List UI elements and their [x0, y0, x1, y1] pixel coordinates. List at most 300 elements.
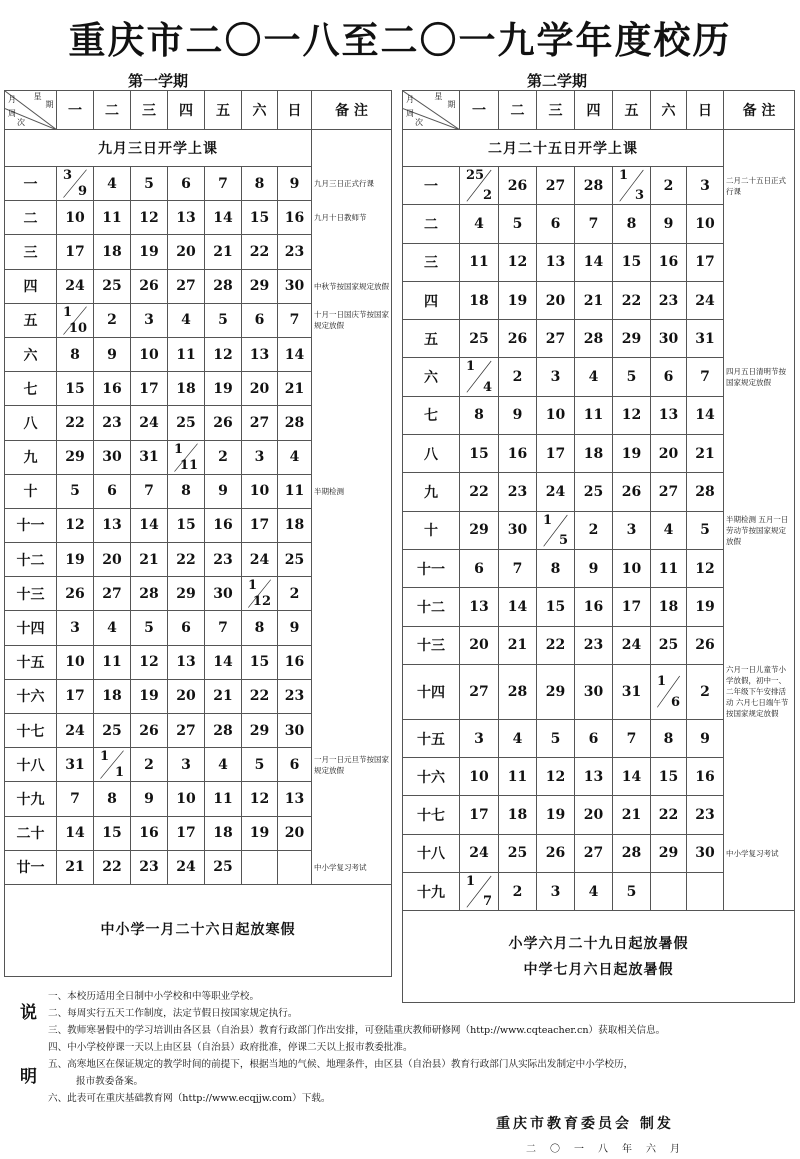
week-row — [403, 511, 795, 549]
week-number: 十九 — [5, 782, 57, 816]
date-cell: 7 — [131, 474, 168, 508]
date-cell: 9 — [651, 205, 687, 243]
remark-cell — [312, 440, 392, 474]
week-row — [403, 396, 795, 434]
week-row — [403, 435, 795, 473]
month-start-split — [94, 748, 130, 781]
remark-cell — [312, 130, 392, 167]
date-cell: 5 — [131, 611, 168, 645]
date-cell: 29 — [651, 834, 687, 872]
vacation-line: 中学七月六日起放暑假 — [523, 961, 674, 978]
remark-note: 四月五日清明节按国家规定放假 — [724, 358, 795, 396]
month-day-number: 1 — [466, 874, 476, 890]
date-cell: 5 — [131, 167, 168, 201]
date-cell: 18 — [205, 816, 242, 850]
header-corner-label: 星 — [33, 92, 42, 101]
date-cell: 27 — [168, 714, 205, 748]
date-cell: 23 — [278, 679, 312, 713]
month-start-split — [651, 673, 686, 710]
remark-cell — [724, 281, 795, 319]
month-number: 4 — [482, 379, 492, 395]
date-cell: 8 — [168, 474, 205, 508]
weekday-header: 三 — [131, 91, 168, 130]
week-row — [403, 873, 795, 911]
week-number: 十三 — [403, 626, 460, 664]
month-start-cell — [613, 167, 651, 205]
month-start-cell — [460, 873, 499, 911]
date-cell — [687, 873, 724, 911]
date-cell: 23 — [651, 281, 687, 319]
weekday-header: 日 — [687, 91, 724, 130]
remark-note: 九月三日正式行课 — [312, 167, 392, 201]
date-cell: 30 — [205, 577, 242, 611]
date-cell: 16 — [131, 816, 168, 850]
remark-note: 十月一日国庆节按国家规定放假 — [312, 303, 392, 337]
date-cell: 27 — [575, 834, 613, 872]
remark-note: 半期检测 五月一日劳动节按国家规定放假 — [724, 511, 795, 549]
date-cell: 17 — [131, 372, 168, 406]
header-corner-label: 次 — [415, 118, 423, 127]
date-cell: 13 — [278, 782, 312, 816]
week-number: 十七 — [5, 714, 57, 748]
date-cell: 22 — [537, 626, 575, 664]
date-cell: 16 — [687, 758, 724, 796]
date-cell: 25 — [460, 320, 499, 358]
date-cell: 7 — [687, 358, 724, 396]
date-cell: 26 — [687, 626, 724, 664]
week-number: 十一 — [403, 549, 460, 587]
remark-cell — [724, 626, 795, 664]
month-day-number: 1 — [466, 359, 476, 375]
week-row — [5, 406, 392, 440]
date-cell: 12 — [242, 782, 278, 816]
month-start-split — [460, 358, 498, 395]
week-row — [5, 440, 392, 474]
date-cell: 17 — [687, 243, 724, 281]
month-start-split — [613, 167, 650, 204]
remark-note: 一月一日元旦节按国家规定放假 — [312, 748, 392, 782]
date-cell: 4 — [168, 303, 205, 337]
date-cell: 6 — [278, 748, 312, 782]
date-cell: 28 — [205, 269, 242, 303]
week-number: 十一 — [5, 508, 57, 542]
week-row — [403, 243, 795, 281]
date-cell: 10 — [537, 396, 575, 434]
remark-cell — [312, 679, 392, 713]
month-start-cell — [94, 748, 131, 782]
week-row — [403, 758, 795, 796]
date-cell: 22 — [94, 850, 131, 884]
remark-cell — [312, 406, 392, 440]
remark-note: 二月二十五日正式行课 — [724, 167, 795, 205]
date-cell: 15 — [57, 372, 94, 406]
date-cell: 2 — [575, 511, 613, 549]
date-cell: 25 — [278, 543, 312, 577]
date-cell: 3 — [537, 358, 575, 396]
remark-cell — [312, 372, 392, 406]
date-cell: 13 — [168, 645, 205, 679]
date-cell: 9 — [278, 167, 312, 201]
date-cell: 11 — [168, 337, 205, 371]
remark-cell — [724, 396, 795, 434]
date-cell: 25 — [575, 473, 613, 511]
date-cell: 28 — [575, 167, 613, 205]
date-cell: 6 — [242, 303, 278, 337]
month-start-split — [57, 304, 93, 337]
date-cell: 30 — [278, 714, 312, 748]
date-cell: 9 — [131, 782, 168, 816]
date-cell: 14 — [499, 588, 537, 626]
month-day-number: 3 — [63, 168, 73, 183]
date-cell: 25 — [94, 714, 131, 748]
date-cell: 30 — [94, 440, 131, 474]
week-row — [403, 320, 795, 358]
month-start-cell — [168, 440, 205, 474]
remark-cell — [312, 645, 392, 679]
explanation-notes — [48, 988, 798, 1107]
header-corner-label: 月 — [406, 95, 414, 104]
date-cell: 24 — [57, 714, 94, 748]
date-cell: 7 — [575, 205, 613, 243]
week-row — [403, 719, 795, 757]
start-banner: 二月二十五日开学上课 — [403, 130, 724, 167]
date-cell: 5 — [687, 511, 724, 549]
date-cell: 17 — [57, 235, 94, 269]
week-row — [5, 201, 392, 235]
date-cell: 28 — [613, 834, 651, 872]
date-cell: 24 — [613, 626, 651, 664]
date-cell: 24 — [131, 406, 168, 440]
date-cell: 13 — [168, 201, 205, 235]
date-cell: 18 — [460, 281, 499, 319]
date-cell: 9 — [278, 611, 312, 645]
weekday-header: 四 — [575, 91, 613, 130]
date-cell: 21 — [575, 281, 613, 319]
week-row — [5, 611, 392, 645]
date-cell: 13 — [575, 758, 613, 796]
explanation-item: 六、此表可在重庆基础教育网（http://www.ecqjjw.com）下载。 — [48, 1093, 331, 1104]
date-cell: 8 — [57, 337, 94, 371]
date-cell: 29 — [242, 269, 278, 303]
date-cell: 24 — [687, 281, 724, 319]
date-cell: 18 — [651, 588, 687, 626]
header-corner — [5, 91, 57, 130]
date-cell: 29 — [537, 664, 575, 719]
date-cell: 10 — [57, 201, 94, 235]
date-cell: 26 — [499, 320, 537, 358]
remark-note: 九月十日教师节 — [312, 201, 392, 235]
date-cell: 5 — [613, 873, 651, 911]
week-number: 二 — [5, 201, 57, 235]
week-row — [5, 372, 392, 406]
date-cell: 2 — [499, 358, 537, 396]
weekday-header: 五 — [205, 91, 242, 130]
week-row — [5, 235, 392, 269]
week-number: 十六 — [403, 758, 460, 796]
date-cell: 14 — [575, 243, 613, 281]
remark-note: 中小学复习考试 — [724, 834, 795, 872]
remark-cell — [724, 130, 795, 167]
week-row — [403, 205, 795, 243]
weekday-header: 日 — [278, 91, 312, 130]
date-cell: 3 — [168, 748, 205, 782]
date-cell: 9 — [687, 719, 724, 757]
remark-cell — [724, 435, 795, 473]
date-cell: 14 — [205, 201, 242, 235]
date-cell: 8 — [242, 611, 278, 645]
date-cell: 11 — [460, 243, 499, 281]
date-cell: 27 — [460, 664, 499, 719]
start-banner: 九月三日开学上课 — [5, 130, 312, 167]
week-number: 六 — [5, 337, 57, 371]
date-cell: 27 — [537, 167, 575, 205]
month-number: 3 — [634, 188, 644, 204]
date-cell: 25 — [205, 850, 242, 884]
date-cell: 26 — [537, 834, 575, 872]
month-start-cell — [460, 167, 499, 205]
month-start-cell — [460, 358, 499, 396]
remark-cell — [724, 873, 795, 911]
remarks-header: 备 注 — [312, 91, 392, 130]
date-cell: 18 — [575, 435, 613, 473]
issue-date: 二〇一八年六月 — [526, 1144, 694, 1155]
date-cell: 20 — [651, 435, 687, 473]
explanation-item: 三、教师寒暑假中的学习培训由各区县（自治县）教育行政部门作出安排，可登陆重庆教师研修网（http://www.cqteacher.cn）获取相关信息。 — [48, 1025, 666, 1036]
weekday-header: 二 — [94, 91, 131, 130]
date-cell: 3 — [242, 440, 278, 474]
header-corner-label: 周 — [8, 109, 16, 118]
date-cell: 7 — [499, 549, 537, 587]
date-cell: 10 — [168, 782, 205, 816]
date-cell: 4 — [460, 205, 499, 243]
month-start-split — [460, 167, 498, 204]
date-cell: 22 — [460, 473, 499, 511]
date-cell: 5 — [242, 748, 278, 782]
remark-cell — [724, 758, 795, 796]
date-cell: 20 — [94, 543, 131, 577]
date-cell: 15 — [94, 816, 131, 850]
date-cell: 6 — [537, 205, 575, 243]
date-cell: 5 — [205, 303, 242, 337]
date-cell: 12 — [499, 243, 537, 281]
weekday-header: 五 — [613, 91, 651, 130]
week-row — [5, 577, 392, 611]
date-cell: 21 — [205, 679, 242, 713]
weekday-header: 三 — [537, 91, 575, 130]
date-cell: 26 — [57, 577, 94, 611]
week-row — [5, 167, 392, 201]
header-row — [403, 91, 795, 130]
date-cell: 26 — [131, 269, 168, 303]
remarks-header: 备 注 — [724, 91, 795, 130]
date-cell: 8 — [94, 782, 131, 816]
date-cell: 29 — [242, 714, 278, 748]
date-cell: 3 — [460, 719, 499, 757]
week-number: 九 — [403, 473, 460, 511]
header-row — [5, 91, 392, 130]
date-cell: 26 — [499, 167, 537, 205]
date-cell: 11 — [575, 396, 613, 434]
remark-cell — [312, 611, 392, 645]
date-cell: 11 — [94, 201, 131, 235]
remark-cell — [312, 577, 392, 611]
date-cell: 3 — [57, 611, 94, 645]
date-cell: 12 — [131, 645, 168, 679]
vacation-line: 小学六月二十九日起放暑假 — [508, 935, 689, 952]
date-cell: 30 — [278, 269, 312, 303]
date-cell: 31 — [613, 664, 651, 719]
date-cell: 12 — [131, 201, 168, 235]
date-cell: 11 — [278, 474, 312, 508]
date-cell: 11 — [205, 782, 242, 816]
date-cell: 3 — [687, 167, 724, 205]
remark-cell — [724, 320, 795, 358]
date-cell: 6 — [651, 358, 687, 396]
remark-cell — [312, 543, 392, 577]
month-day-number: 1 — [248, 578, 258, 594]
date-cell: 10 — [460, 758, 499, 796]
date-cell: 21 — [278, 372, 312, 406]
date-cell: 20 — [242, 372, 278, 406]
week-row — [403, 167, 795, 205]
month-start-cell — [651, 664, 687, 719]
semester-2-title: 第二学期 — [526, 72, 587, 90]
date-cell: 21 — [687, 435, 724, 473]
date-cell: 11 — [651, 549, 687, 587]
week-row — [403, 664, 795, 719]
date-cell: 10 — [687, 205, 724, 243]
date-cell: 20 — [460, 626, 499, 664]
week-row — [403, 796, 795, 834]
date-cell: 4 — [651, 511, 687, 549]
date-cell: 30 — [687, 834, 724, 872]
date-cell: 22 — [242, 679, 278, 713]
week-row — [5, 714, 392, 748]
week-row — [403, 834, 795, 872]
date-cell: 28 — [131, 577, 168, 611]
date-cell: 5 — [57, 474, 94, 508]
date-cell: 26 — [131, 714, 168, 748]
date-cell: 18 — [499, 796, 537, 834]
month-number: 6 — [670, 694, 680, 710]
date-cell: 14 — [205, 645, 242, 679]
weekday-header: 一 — [460, 91, 499, 130]
month-start-cell — [57, 167, 94, 201]
week-number: 十七 — [403, 796, 460, 834]
date-cell: 30 — [499, 511, 537, 549]
month-number: 1 — [114, 765, 124, 781]
week-number: 十 — [5, 474, 57, 508]
date-cell: 25 — [94, 269, 131, 303]
week-row — [403, 588, 795, 626]
month-number: 5 — [558, 532, 568, 548]
date-cell: 26 — [613, 473, 651, 511]
semester-2-calendar — [402, 90, 795, 1003]
date-cell: 19 — [499, 281, 537, 319]
date-cell: 9 — [575, 549, 613, 587]
date-cell: 31 — [131, 440, 168, 474]
date-cell: 16 — [499, 435, 537, 473]
date-cell: 29 — [613, 320, 651, 358]
date-cell: 10 — [242, 474, 278, 508]
month-day-number: 25 — [466, 168, 485, 183]
week-row — [5, 543, 392, 577]
week-row — [5, 816, 392, 850]
week-number: 七 — [403, 396, 460, 434]
remark-cell — [724, 796, 795, 834]
date-cell: 9 — [499, 396, 537, 434]
date-cell — [651, 873, 687, 911]
month-number: 2 — [482, 188, 492, 204]
week-row — [403, 549, 795, 587]
week-number: 十五 — [5, 645, 57, 679]
week-number: 二十 — [5, 816, 57, 850]
date-cell: 22 — [242, 235, 278, 269]
date-cell: 30 — [651, 320, 687, 358]
date-cell: 5 — [613, 358, 651, 396]
remark-cell — [312, 235, 392, 269]
week-number: 四 — [5, 269, 57, 303]
date-cell: 15 — [460, 435, 499, 473]
date-cell: 7 — [57, 782, 94, 816]
date-cell: 4 — [575, 358, 613, 396]
date-cell: 23 — [687, 796, 724, 834]
header-corner-label: 次 — [17, 118, 25, 127]
week-row — [5, 850, 392, 884]
date-cell: 6 — [168, 611, 205, 645]
date-cell: 16 — [278, 201, 312, 235]
date-cell: 18 — [94, 235, 131, 269]
date-cell: 31 — [687, 320, 724, 358]
date-cell: 2 — [131, 748, 168, 782]
weekday-header: 六 — [651, 91, 687, 130]
date-cell: 22 — [57, 406, 94, 440]
week-row — [403, 626, 795, 664]
week-row — [403, 358, 795, 396]
remark-cell — [312, 714, 392, 748]
date-cell: 19 — [613, 435, 651, 473]
week-number: 十四 — [5, 611, 57, 645]
week-row — [5, 508, 392, 542]
date-cell: 16 — [278, 645, 312, 679]
date-cell: 16 — [575, 588, 613, 626]
remark-cell — [724, 205, 795, 243]
date-cell: 4 — [575, 873, 613, 911]
date-cell: 15 — [168, 508, 205, 542]
remark-cell — [724, 243, 795, 281]
date-cell: 6 — [460, 549, 499, 587]
date-cell: 28 — [575, 320, 613, 358]
week-number: 十八 — [5, 748, 57, 782]
explanation-item: 二、每周实行五天工作制度，法定节假日按国家规定执行。 — [48, 1008, 298, 1019]
date-cell: 11 — [499, 758, 537, 796]
explanation-label-2: 明 — [20, 1067, 37, 1087]
date-cell: 12 — [613, 396, 651, 434]
date-cell: 2 — [205, 440, 242, 474]
date-cell: 20 — [278, 816, 312, 850]
header-corner-label: 月 — [8, 95, 16, 104]
month-day-number: 1 — [174, 441, 184, 457]
date-cell: 22 — [168, 543, 205, 577]
week-number: 十八 — [403, 834, 460, 872]
date-cell: 20 — [168, 679, 205, 713]
date-cell: 27 — [537, 320, 575, 358]
week-number: 十二 — [5, 543, 57, 577]
date-cell: 4 — [499, 719, 537, 757]
month-day-number: 1 — [619, 168, 629, 183]
page-title: 重庆市二〇一八至二〇一九学年度校历 — [68, 18, 732, 62]
remark-note: 半期检测 — [312, 474, 392, 508]
